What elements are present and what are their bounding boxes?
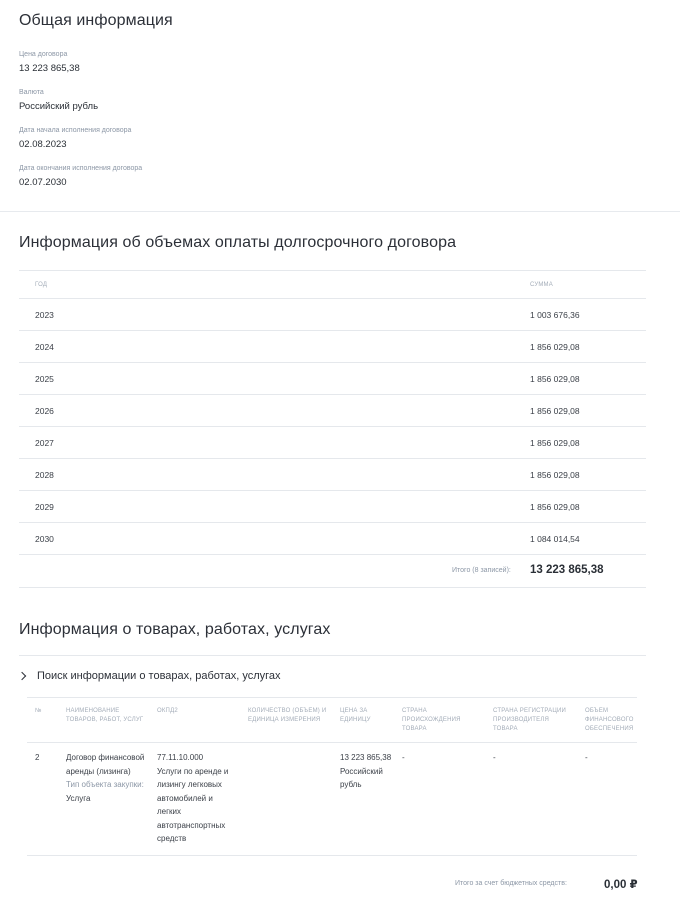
chevron-right-icon — [18, 672, 26, 680]
goods-table-bottom-border — [27, 855, 637, 856]
payment-year: 2023 — [35, 310, 54, 320]
fin-header: ОБЪЕМ ФИНАНСОВОГО ОБЕСПЕЧЕНИЯ — [585, 708, 634, 732]
origin-header: СТРАНА ПРОИСХОЖДЕНИЯ ТОВАРА — [402, 708, 461, 732]
end-date-value: 02.07.2030 — [19, 177, 67, 188]
goods-row-origin: - — [402, 753, 405, 762]
price-header: ЦЕНА ЗА ЕДИНИЦУ — [340, 708, 371, 723]
okpd-header: ОКПД2 — [157, 708, 178, 714]
qty-header: КОЛИЧЕСТВО (ОБЪЕМ) И ЕДИНИЦА ИЗМЕРЕНИЯ — [248, 708, 327, 723]
table-header-border — [19, 298, 646, 299]
table-bottom-border — [19, 587, 646, 588]
contract-price-value: 13 223 865,38 — [19, 63, 80, 74]
payments-title: Информация об объемах оплаты долгосрочного договора — [19, 234, 457, 251]
row-divider — [19, 490, 646, 491]
goods-row-reg: - — [493, 753, 496, 762]
payment-sum: 1 856 029,08 — [530, 406, 580, 416]
budget-total-label: Итого за счет бюджетных средств: — [455, 880, 567, 887]
section-divider — [0, 211, 680, 212]
row-divider — [19, 522, 646, 523]
goods-title: Информация о товарах, работах, услугах — [19, 621, 331, 638]
goods-search-label: Поиск информации о товарах, работах, услугах — [37, 670, 281, 682]
payment-sum: 1 856 029,08 — [530, 342, 580, 352]
budget-total-value: 0,00 ₽ — [604, 879, 638, 891]
start-date-label: Дата начала исполнения договора — [19, 127, 132, 134]
currency-label: Валюта — [19, 89, 44, 96]
goods-row-price-cell — [340, 751, 398, 792]
row-divider — [19, 458, 646, 459]
payment-sum: 1 856 029,08 — [530, 502, 580, 512]
payment-sum: 1 856 029,08 — [530, 470, 580, 480]
unit-price: 13 223 865,38 — [340, 753, 392, 762]
sum-header: СУММА — [530, 282, 553, 288]
currency-value: Российский рубль — [19, 101, 99, 112]
payments-total-value: 13 223 865,38 — [530, 564, 604, 576]
start-date-value: 02.08.2023 — [19, 139, 67, 150]
payment-year: 2024 — [35, 342, 54, 352]
reg-header: СТРАНА РЕГИСТРАЦИИ ПРОИЗВОДИТЕЛЯ ТОВАРА — [493, 708, 567, 732]
goods-divider — [19, 655, 646, 656]
payment-year: 2027 — [35, 438, 54, 448]
payment-sum: 1 084 014,54 — [530, 534, 580, 544]
contract-price-label: Цена договора — [19, 51, 68, 58]
row-divider — [19, 362, 646, 363]
table-top-border — [19, 270, 646, 271]
row-divider — [19, 426, 646, 427]
payment-year: 2029 — [35, 502, 54, 512]
goods-row-num: 2 — [35, 753, 40, 762]
payments-total-label: Итого (8 записей): — [452, 567, 511, 574]
row-divider — [19, 394, 646, 395]
payment-year: 2026 — [35, 406, 54, 416]
payment-sum: 1 003 676,36 — [530, 310, 580, 320]
general-info-title: Общая информация — [19, 12, 173, 29]
row-divider — [19, 554, 646, 555]
purchase-type-value: Услуга — [66, 793, 91, 803]
purchase-type-label: Тип объекта закупки: — [66, 780, 144, 789]
goods-table-top-border — [27, 697, 637, 698]
goods-header-border — [27, 742, 637, 743]
goods-row-fin: - — [585, 753, 588, 762]
goods-row-okpd-cell — [157, 751, 237, 846]
goods-row-name-cell — [66, 751, 146, 805]
okpd-description: Услуги по аренде и лизингу легковых автомобилей и легких автотранспортных средств — [157, 766, 229, 843]
payment-sum: 1 856 029,08 — [530, 438, 580, 448]
year-header: ГОД — [35, 282, 48, 288]
goods-row-name: Договор финансовой аренды (лизинга) — [66, 753, 145, 776]
row-divider — [19, 330, 646, 331]
num-header: № — [35, 708, 42, 714]
payment-year: 2025 — [35, 374, 54, 384]
payment-year: 2028 — [35, 470, 54, 480]
payment-year: 2030 — [35, 534, 54, 544]
okpd-code: 77.11.10.000 — [157, 753, 204, 762]
end-date-label: Дата окончания исполнения договора — [19, 165, 143, 172]
payment-sum: 1 856 029,08 — [530, 374, 580, 384]
price-currency: Российский рубль — [340, 766, 383, 789]
name-header: НАИМЕНОВАНИЕ ТОВАРОВ, РАБОТ, УСЛУГ — [66, 708, 144, 723]
goods-search-toggle[interactable] — [18, 668, 281, 684]
